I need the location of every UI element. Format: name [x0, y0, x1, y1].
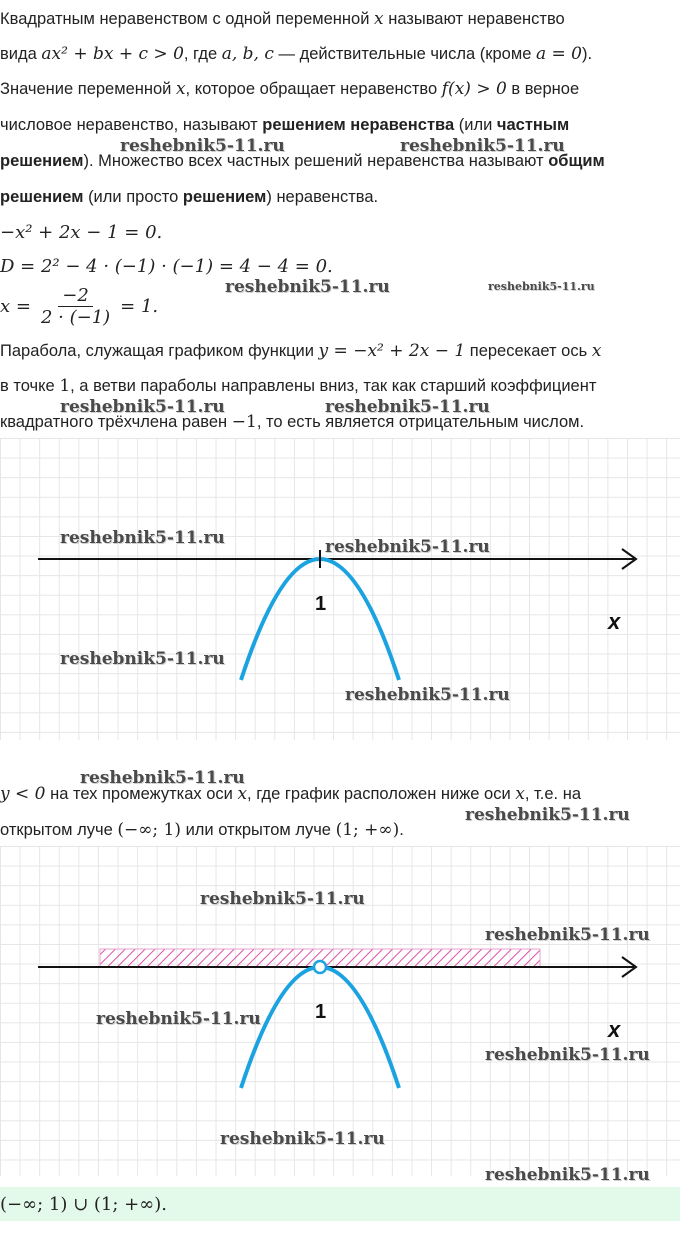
- answer-box: [0, 1187, 680, 1221]
- watermark: reshebnik5-11.ru: [120, 136, 285, 156]
- watermark: reshebnik5-11.ru: [485, 1045, 650, 1065]
- watermark: reshebnik5-11.ru: [60, 397, 225, 417]
- watermark: reshebnik5-11.ru: [60, 528, 225, 548]
- axis-label-x: x: [608, 609, 621, 634]
- definition-line-1: Квадратным неравенством с одной переменной x называют неравенство: [0, 9, 565, 29]
- watermark: reshebnik5-11.ru: [325, 537, 490, 557]
- watermark: reshebnik5-11.ru: [225, 277, 390, 297]
- definition-line-5: решением). Множество всех частных решений неравенства называют общим: [0, 152, 605, 170]
- discriminant: D = 2² − 4 · (−1) · (−1) = 4 − 4 = 0.: [0, 256, 333, 277]
- definition-line-3: Значение переменной x, которое обращает неравенство f(x) > 0 в верное: [0, 79, 580, 99]
- definition-line-6: решением (или просто решением) неравенства.: [0, 188, 379, 206]
- watermark: reshebnik5-11.ru: [325, 397, 490, 417]
- definition-line-4: числовое неравенство, называют решением неравенства (или частным: [0, 116, 570, 134]
- watermark: reshebnik5-11.ru: [220, 1129, 385, 1149]
- watermark: reshebnik5-11.ru: [345, 685, 510, 705]
- axis-label-x: x: [608, 1017, 621, 1042]
- watermark: reshebnik5-11.ru: [400, 136, 565, 156]
- interval-line-1: y < 0 на тех промежутках оси x, где график расположен ниже оси x, т.е. на: [0, 784, 581, 804]
- root-formula: x = $\frac{-2}{2 \cdot (-1)}$ = 1.: [0, 284, 159, 328]
- explanation-line-2: в точке 1, а ветви параболы направлены вниз, так как старший коэффициент: [0, 376, 597, 396]
- quadratic-equation: −x² + 2x − 1 = 0.: [0, 222, 163, 243]
- point-label-1: 1: [315, 1001, 327, 1023]
- watermark: reshebnik5-11.ru: [96, 1009, 261, 1029]
- watermark: reshebnik5-11.ru: [80, 768, 245, 788]
- definition-line-2: вида ax² + bx + c > 0, где a, b, c — действительные числа (кроме a = 0).: [0, 44, 593, 64]
- parabola-graph-1: [0, 438, 680, 740]
- interval-line-2: открытом луче (−∞; 1) или открытом луче (1; +∞).: [0, 820, 404, 840]
- explanation-line-1: Парабола, служащая графиком функции y = −x² + 2x − 1 пересекает ось x: [0, 341, 602, 361]
- root-fraction: $\frac{-2}{2 \cdot (-1)}$: [40, 284, 111, 328]
- watermark: reshebnik5-11.ru: [200, 889, 365, 909]
- answer-text: (−∞; 1) ∪ (1; +∞).: [0, 1194, 167, 1215]
- watermark: reshebnik5-11.ru: [488, 280, 595, 293]
- watermark: reshebnik5-11.ru: [485, 925, 650, 945]
- graph-1-canvas: [0, 438, 680, 740]
- watermark: reshebnik5-11.ru: [485, 1165, 650, 1185]
- parabola-curve: [241, 967, 399, 1088]
- point-label-1: 1: [315, 593, 327, 615]
- excluded-point-marker: [314, 961, 326, 973]
- parabola-curve: [241, 559, 399, 680]
- explanation-line-3: квадратного трёхчлена равен −1, то есть является отрицательным числом.: [0, 412, 585, 432]
- watermark: reshebnik5-11.ru: [60, 649, 225, 669]
- watermark: reshebnik5-11.ru: [465, 805, 630, 825]
